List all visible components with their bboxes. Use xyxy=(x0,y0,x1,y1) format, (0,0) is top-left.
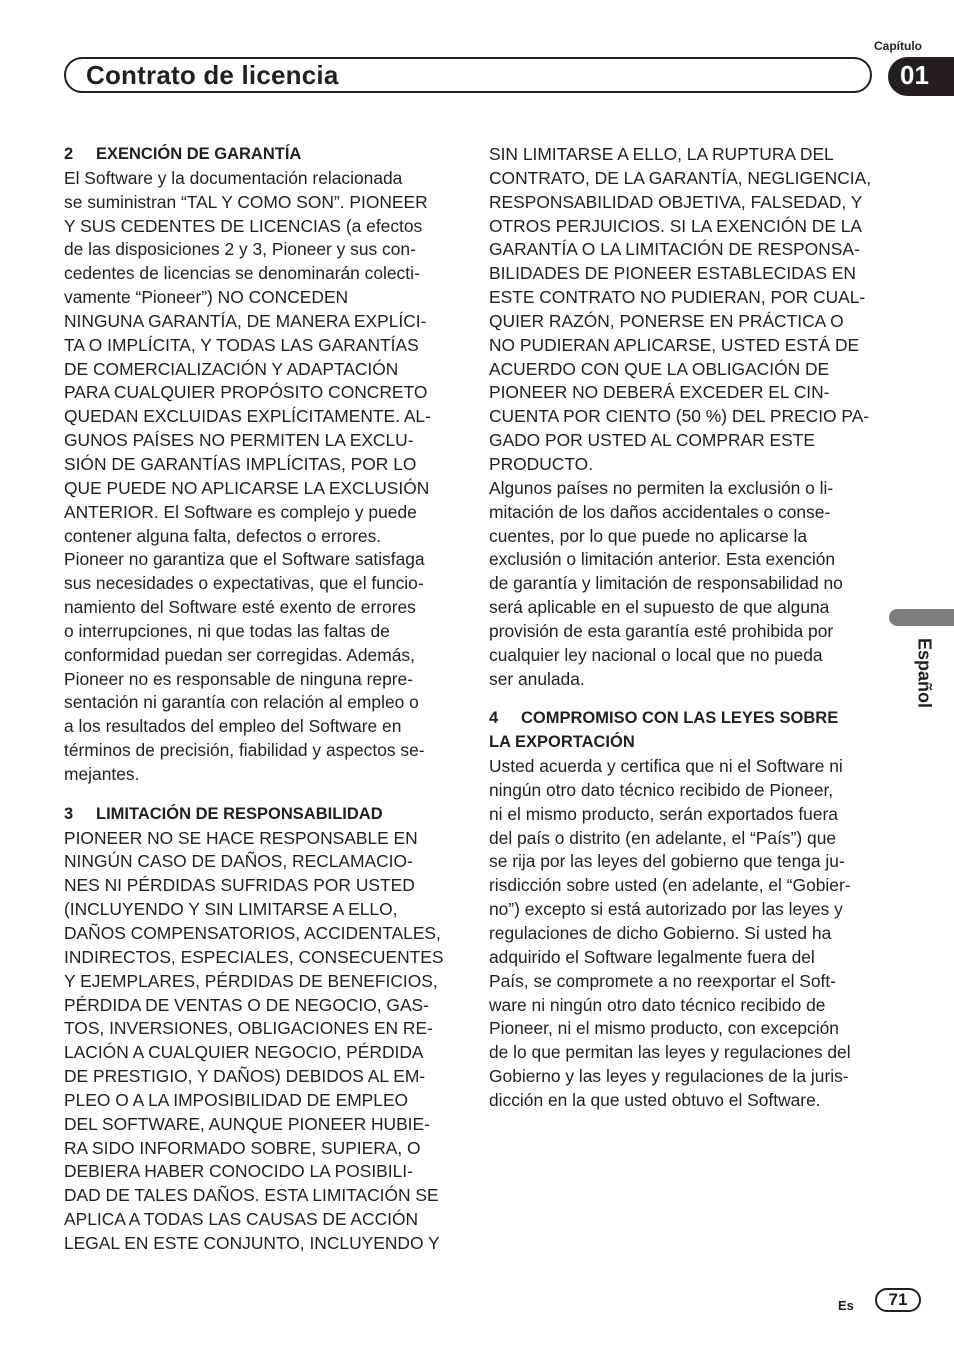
section-number: 3 xyxy=(64,804,74,823)
text-line: ANTERIOR. El Software es complejo y puede xyxy=(64,501,417,522)
text-line: DAD DE TALES DAÑOS. ESTA LIMITACIÓN SE xyxy=(64,1185,439,1206)
text-line: PARA CUALQUIER PROPÓSITO CONCRETO xyxy=(64,382,428,403)
text-line: Y SUS CEDENTES DE LICENCIAS (a efectos xyxy=(64,215,423,236)
text-line: contener alguna falta, defectos o errores. xyxy=(64,525,382,546)
text-line: ACUERDO CON QUE LA OBLIGACIÓN DE xyxy=(489,358,830,379)
text-line: namiento del Software esté exento de errores xyxy=(64,597,416,618)
text-line: QUE PUEDE NO APLICARSE LA EXCLUSIÓN xyxy=(64,477,430,498)
text-line: se rija por las leyes del gobierno que tenga ju- xyxy=(489,851,845,872)
text-line: DEL SOFTWARE, AUNQUE PIONEER HUBIE- xyxy=(64,1113,430,1134)
text-line: no”) excepto si está autorizado por las leyes y xyxy=(489,899,843,920)
text-line: Y EJEMPLARES, PÉRDIDAS DE BENEFICIOS, xyxy=(64,970,438,991)
text-line: LEGAL EN ESTE CONJUNTO, INCLUYENDO Y xyxy=(64,1232,440,1253)
text-line: será aplicable en el supuesto de que alguna xyxy=(489,597,830,618)
section-title: LIMITACIÓN DE RESPONSABILIDAD xyxy=(96,804,383,823)
text-line: dicción en la que usted obtuvo el Software. xyxy=(489,1089,821,1110)
text-line: provisión de esta garantía esté prohibida por xyxy=(489,620,834,641)
text-line: mitación de los daños accidentales o conse- xyxy=(489,501,831,522)
section-4-heading-line2: LA EXPORTACIÓN xyxy=(489,733,635,752)
text-line: de garantía y limitación de responsabilidad no xyxy=(489,573,843,594)
text-line: vamente “Pioneer”) NO CONCEDEN xyxy=(64,287,349,308)
text-line: GARANTÍA O LA LIMITACIÓN DE RESPONSA- xyxy=(489,239,860,260)
text-line: PIONEER NO DEBERÁ EXCEDER EL CIN- xyxy=(489,382,830,403)
text-line: Algunos países no permiten la exclusión o li- xyxy=(489,477,834,498)
text-line: términos de precisión, fiabilidad y aspectos se- xyxy=(64,740,425,761)
page-number: 71 xyxy=(875,1288,921,1312)
text-line: cedentes de licencias se denominarán colecti- xyxy=(64,263,420,284)
text-line: mejantes. xyxy=(64,763,140,784)
text-line: Pioneer, ni el mismo producto, con excepción xyxy=(489,1018,839,1039)
text-line: (INCLUYENDO Y SIN LIMITARSE A ELLO, xyxy=(64,899,398,920)
text-line: ware ni ningún otro dato técnico recibido de xyxy=(489,994,826,1015)
text-line: DAÑOS COMPENSATORIOS, ACCIDENTALES, xyxy=(64,923,441,943)
text-line: DE COMERCIALIZACIÓN Y ADAPTACIÓN xyxy=(64,358,399,379)
language-label: Español xyxy=(914,637,935,709)
text-line: Gobierno y las leyes y regulaciones de la juris- xyxy=(489,1066,849,1087)
text-line: exclusión o limitación anterior. Esta exención xyxy=(489,549,836,570)
text-line: NINGÚN CASO DE DAÑOS, RECLAMACIO- xyxy=(64,851,413,872)
section-3-body xyxy=(64,827,454,1256)
text-line: TA O IMPLÍCITA, Y TODAS LAS GARANTÍAS xyxy=(64,334,419,355)
text-line: SIÓN DE GARANTÍAS IMPLÍCITAS, POR LO xyxy=(64,453,417,474)
text-line: APLICA A TODAS LAS CAUSAS DE ACCIÓN xyxy=(64,1209,419,1230)
text-line: ESTE CONTRATO NO PUDIERAN, POR CUAL- xyxy=(489,287,866,308)
text-line: LACIÓN A CUALQUIER NEGOCIO, PÉRDIDA xyxy=(64,1042,424,1063)
text-line: Pioneer no garantiza que el Software satisfaga xyxy=(64,549,425,570)
section-3-continued xyxy=(489,143,879,691)
section-number: 4 xyxy=(489,709,499,728)
text-line: de lo que permitan las leyes y regulaciones del xyxy=(489,1042,851,1063)
text-line: INDIRECTOS, ESPECIALES, CONSECUENTES xyxy=(64,946,444,967)
section-title: EXENCIÓN DE GARANTÍA xyxy=(96,145,302,163)
text-line: QUEDAN EXCLUIDAS EXPLÍCITAMENTE. AL- xyxy=(64,406,431,427)
text-line: NO PUDIERAN APLICARSE, USTED ESTÁ DE xyxy=(489,334,860,355)
language-tab xyxy=(889,609,954,626)
text-line: DE PRESTIGIO, Y DAÑOS) DEBIDOS AL EM- xyxy=(64,1066,426,1087)
text-line: Pioneer no es responsable de ninguna repre- xyxy=(64,668,414,689)
text-line: OTROS PERJUICIOS. SI LA EXENCIÓN DE LA xyxy=(489,215,863,236)
text-line: CUENTA POR CIENTO (50 %) DEL PRECIO PA- xyxy=(489,406,870,427)
section-2-body xyxy=(64,167,454,787)
text-line: regulaciones de dicho Gobierno. Si usted ha xyxy=(489,923,832,943)
text-line: adquirido el Software legalmente fuera del xyxy=(489,946,815,967)
text-line: QUIER RAZÓN, PONERSE EN PRÁCTICA O xyxy=(489,310,844,331)
text-line: cualquier ley nacional o local que no pueda xyxy=(489,644,823,665)
section-4-body xyxy=(489,755,879,1113)
text-line: El Software y la documentación relacionada xyxy=(64,167,403,188)
text-line: GUNOS PAÍSES NO PERMITEN LA EXCLU- xyxy=(64,430,414,451)
title-bar xyxy=(64,57,872,93)
chapter-number: 01 xyxy=(900,60,929,90)
text-line: sentación ni garantía con relación al empleo o xyxy=(64,692,419,713)
text-line: a los resultados del empleo del Software en xyxy=(64,716,402,737)
text-line: PIONEER NO SE HACE RESPONSABLE EN xyxy=(64,827,418,848)
text-line: o interrupciones, ni que todas las faltas de xyxy=(64,620,390,641)
footer-language-code: Es xyxy=(838,1298,854,1313)
text-line: GADO POR USTED AL COMPRAR ESTE xyxy=(489,430,815,451)
text-line: se suministran “TAL Y COMO SON”. PIONEER xyxy=(64,191,428,212)
page-title: Contrato de licencia xyxy=(86,60,339,90)
text-line: RESPONSABILIDAD OBJETIVA, FALSEDAD, Y xyxy=(489,191,863,212)
text-line: PRODUCTO. xyxy=(489,453,594,474)
text-line: País, se compromete a no reexportar el Soft- xyxy=(489,970,837,991)
text-line: Usted acuerda y certifica que ni el Software ni xyxy=(489,756,843,777)
text-line: ningún otro dato técnico recibido de Pioneer, xyxy=(489,779,834,800)
text-line: TOS, INVERSIONES, OBLIGACIONES EN RE- xyxy=(64,1018,433,1039)
text-line: ni el mismo producto, serán exportados fuera xyxy=(489,803,838,824)
text-line: PLEO O A LA IMPOSIBILIDAD DE EMPLEO xyxy=(64,1089,409,1110)
right-column xyxy=(489,143,879,1113)
text-line: RA SIDO INFORMADO SOBRE, SUPIERA, O xyxy=(64,1137,421,1158)
text-line: PÉRDIDA DE VENTAS O DE NEGOCIO, GAS- xyxy=(64,994,429,1015)
text-line: NES NI PÉRDIDAS SUFRIDAS POR USTED xyxy=(64,875,415,896)
text-line: sus necesidades o expectativas, que el funcio- xyxy=(64,573,424,594)
section-title: COMPROMISO CON LAS LEYES SOBRE xyxy=(521,709,839,728)
text-line: NINGUNA GARANTÍA, DE MANERA EXPLÍCI- xyxy=(64,310,427,331)
chapter-label: Capítulo xyxy=(874,39,922,53)
text-line: SIN LIMITARSE A ELLO, LA RUPTURA DEL xyxy=(489,144,834,164)
left-column xyxy=(64,143,454,1256)
text-line: de las disposiciones 2 y 3, Pioneer y sus con- xyxy=(64,239,416,260)
section-4-heading xyxy=(489,707,879,731)
section-2-heading xyxy=(64,143,454,167)
text-line: risdicción sobre usted (en adelante, el “Gobier- xyxy=(489,875,851,896)
section-3-heading xyxy=(64,803,454,827)
section-number: 2 xyxy=(64,145,74,163)
text-line: DEBIERA HABER CONOCIDO LA POSIBILI- xyxy=(64,1161,413,1182)
text-line: ser anulada. xyxy=(489,668,585,689)
text-line: del país o distrito (en adelante, el “País”) que xyxy=(489,827,837,848)
text-line: BILIDADES DE PIONEER ESTABLECIDAS EN xyxy=(489,263,856,284)
text-line: CONTRATO, DE LA GARANTÍA, NEGLIGENCIA, xyxy=(489,167,872,188)
chapter-tab xyxy=(888,57,954,96)
text-line: conformidad puedan ser corregidas. Además, xyxy=(64,644,415,665)
text-line: cuentes, por lo que puede no aplicarse la xyxy=(489,525,808,546)
